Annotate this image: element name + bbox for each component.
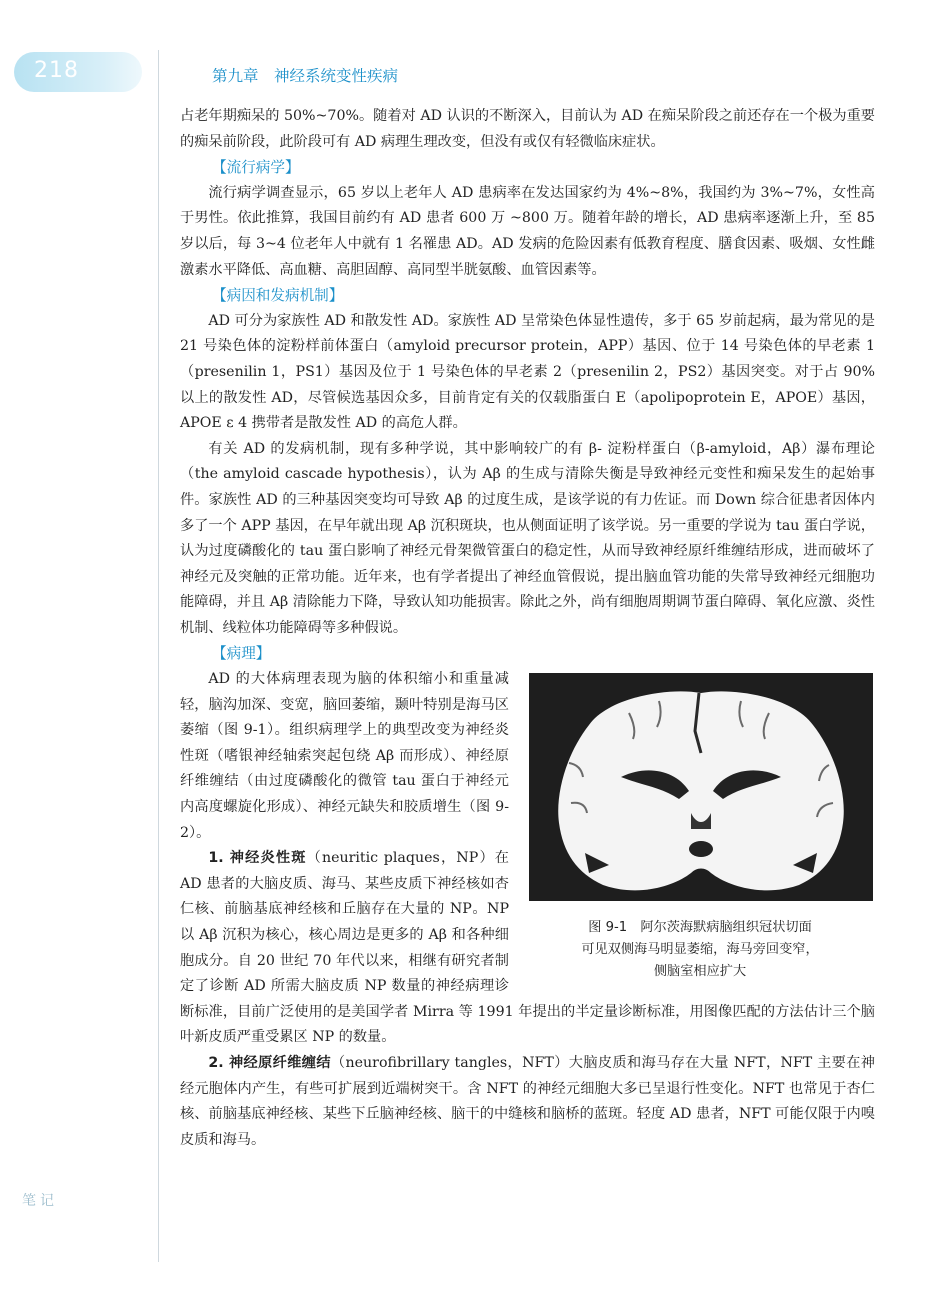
paragraph-etiology-genetics: AD 可分为家族性 AD 和散发性 AD。家族性 AD 呈常染色体显性遗传，多于 65 岁前起病，最为常见的是 21 号染色体的淀粉样前体蛋白（amyloid precursor protein，APP）基因、位于 14 号染色体的早老素 1（presenilin 1，PS1）基因及位于 1 号染色体的早老素 2（presenilin 2，PS2）基因突变。对于占 90% 以上的散发性 AD，尽管候选基因众多，目前肯定有关的仅载脂蛋白 E（apolipoprotein E，APOE）基因，APOE ε 4 携带者是散发性 AD 的高危人群。 <box>180 312 875 432</box>
section-heading-etiology: 【病因和发病机制】 <box>212 287 344 305</box>
section-heading-epidemiology: 【流行病学】 <box>212 159 300 177</box>
paragraph-epidemiology: 流行病学调查显示，65 岁以上老年人 AD 患病率在发达国家约为 4%~8%，我国约为 3%~7%，女性高于男性。依此推算，我国目前约有 AD 患者 600 万 ~800 万。随着年龄的增长，AD 患病率逐渐上升，至 85 岁以后，每 3~4 位老年人中就有 1 名罹患 AD。AD 发病的危险因素有低教育程度、膳食因素、吸烟、女性雌激素水平降低、高血糖、高胆固醇、高同型半胱氨酸、血管因素等。 <box>180 184 875 278</box>
subheading-neuritic-plaques: 1. 神经炎性斑 <box>208 850 307 867</box>
caption-line-3: 侧脑室相应扩大 <box>653 964 747 980</box>
paragraph-intro-continuation: 占老年期痴呆的 50%~70%。随着对 AD 认识的不断深入，目前认为 AD 在痴呆阶段之前还存在一个极为重要的痴呆前阶段，此阶段可有 AD 病理生理改变，但没有或仅有轻微临床症状。 <box>180 108 875 150</box>
neurofibrillary-tangles-text: （neurofibrillary tangles，NFT）大脑皮质和海马存在大量 NFT，NFT 主要在神经元胞体内产生，有些可扩展到近端树突干。含 NFT 的神经元细胞大多已呈退行性变化。NFT 也常见于杏仁核、前脑基底神经核、某些下丘脑神经核、脑干的中缝核和脑桥的蓝斑。轻度 AD 患者，NFT 可能仅限于内嗅皮质和海马。 <box>180 1054 875 1148</box>
subheading-neurofibrillary-tangles: 2. 神经原纤维缠结 <box>208 1054 331 1071</box>
body-text <box>180 104 875 1153</box>
paragraph-pathology-gross: AD 的大体病理表现为脑的体积缩小和重量减轻，脑沟加深、变宽，脑回萎缩，颞叶特别是海马区萎缩（图 9-1）。组织病理学上的典型改变为神经炎性斑（嗜银神经轴索突起包绕 Aβ 而形成）、神经原纤维缠结（由过度磷酸化的微管 tau 蛋白于神经元内高度螺旋化形成）、神经元缺失和胶质增生（图 9-2）。 <box>180 671 509 841</box>
page-number: 218 <box>34 58 79 83</box>
caption-line-2: 可见双侧海马明显萎缩，海马旁回变窄， <box>581 942 819 958</box>
chapter-title: 第九章 神经系统变性疾病 <box>212 67 399 85</box>
caption-line-1: 图 9-1 阿尔茨海默病脑组织冠状切面 <box>588 920 812 936</box>
notes-label: 笔记 <box>22 1193 58 1209</box>
brain-section-drawing <box>529 673 873 901</box>
figure-caption <box>525 917 875 983</box>
margin-rule <box>158 50 159 1262</box>
paragraph-neurofibrillary-tangles <box>180 1051 875 1153</box>
section-heading-pathology: 【病理】 <box>212 645 271 663</box>
brain-coronal-section-image <box>529 673 873 901</box>
figure-9-1 <box>525 673 875 983</box>
neuritic-plaques-text: （neuritic plaques，NP）在 AD 患者的大脑皮质、海马、某些皮质下神经核如杏仁核、前脑基底神经核和丘脑存在大量的 NP。NP 以 Aβ 沉积为核心，核心周边是更多的 Aβ 和各种细胞成分。自 20 世纪 70 年代以来，相继有研究者制定了诊断 AD 所需大脑皮质 NP 数量的神经病理诊断标准，目前广泛使用的是美国学者 Mirra 等 1991 年提出的半定量诊断标准，用图像匹配的方法估计三个脑叶新皮质严重受累区 NP 的数量。 <box>180 850 875 1046</box>
paragraph-etiology-mechanism: 有关 AD 的发病机制，现有多种学说，其中影响较广的有 β- 淀粉样蛋白（β-amyloid，Aβ）瀑布理论（the amyloid cascade hypothesis），认为 Aβ 的生成与清除失衡是导致神经元变性和痴呆发生的起始事件。家族性 AD 的三种基因突变均可导致 Aβ 的过度生成，是该学说的有力佐证。而 Down 综合征患者因体内多了一个 APP 基因，在早年就出现 Aβ 沉积斑块，也从侧面证明了该学说。另一重要的学说为 tau 蛋白学说，认为过度磷酸化的 tau 蛋白影响了神经元骨架微管蛋白的稳定性，从而导致神经原纤维缠结形成，进而破坏了神经元及突触的正常功能。近年来，也有学者提出了神经血管假说，提出脑血管功能的失常导致神经元细胞功能障碍，并且 Aβ 清除能力下降，导致认知功能损害。除此之外，尚有细胞周期调节蛋白障碍、氧化应激、炎性机制、线粒体功能障碍等多种假说。 <box>180 440 875 636</box>
